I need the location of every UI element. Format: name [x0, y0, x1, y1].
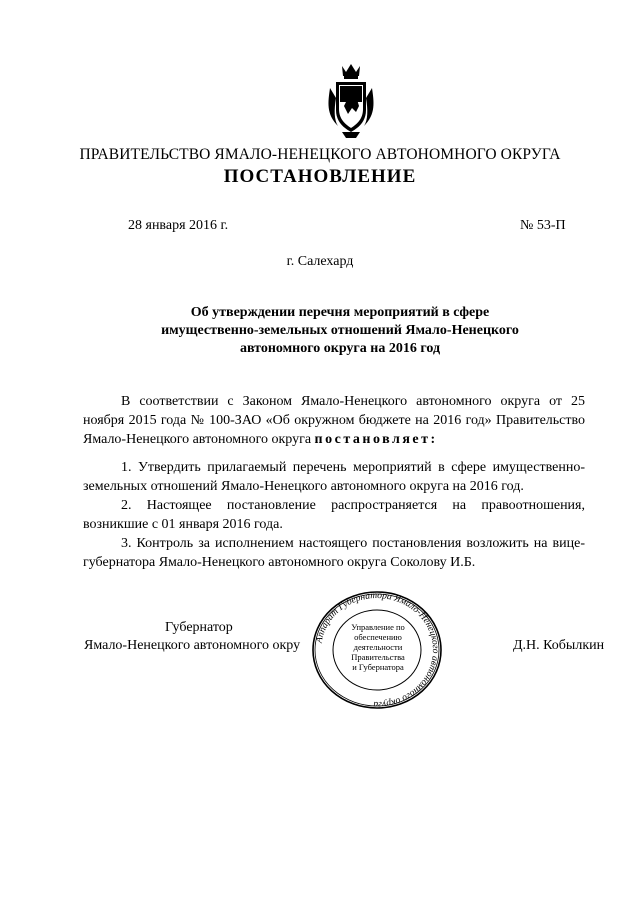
stamp-line: и Губернатора: [352, 662, 404, 672]
stamp-ring-text: Аппарат Губернатора Ямало-Ненецкого автономного округа: [314, 590, 441, 710]
document-type: ПОСТАНОВЛЕНИЕ: [223, 166, 417, 187]
government-title: ПРАВИТЕЛЬСТВО ЯМАЛО-НЕНЕЦКОГО АВТОНОМНОГО ОКРУГА: [79, 146, 561, 163]
coat-of-arms-icon: [322, 62, 380, 140]
stamp-line: деятельности: [353, 642, 403, 652]
resolution-items: [83, 458, 585, 572]
signatory-region: Ямало-Ненецкого автономного окру: [84, 638, 301, 653]
subject-line: автономного округа на 2016 год: [239, 341, 441, 356]
preamble: [83, 392, 585, 449]
stamp-line: обеспечению: [354, 632, 402, 642]
resolution-item: 2. Настоящее постановление распространяется на правоотношения, возникшие с 01 января 2016 года.: [83, 498, 585, 532]
signatory-title: Губернатор: [165, 620, 233, 635]
resolution-item: 3. Контроль за исполнением настоящего постановления возложить на вице-губернатора Ямало-Ненецкого автономного округа Соколову И.Б.: [83, 536, 585, 570]
stamp-line: Управление по: [351, 622, 405, 632]
resolution-item: 1. Утвердить прилагаемый перечень мероприятий в сфере имущественно-земельных отношений Ямало-Ненецкого автономного округа на 2016 год.: [83, 460, 585, 494]
document-subject: [140, 304, 540, 358]
subject-line: имущественно-земельных отношений Ямало-Ненецкого: [161, 323, 519, 338]
document-number: № 53-П: [520, 218, 566, 233]
stamp-inner-text: [340, 622, 416, 672]
resolves-word: постановляет:: [314, 432, 438, 447]
document-city: г. Салехард: [286, 254, 354, 269]
stamp-line: Правительства: [351, 652, 405, 662]
subject-line: Об утверждении перечня мероприятий в сфере: [190, 305, 490, 320]
preamble-text: В соответствии с Законом Ямало-Ненецкого автономного округа от 25 ноября 2015 года № 100-ЗАО «Об окружном бюджете на 2016 год» Правительство Ямало-Ненецкого автономного округа: [83, 394, 585, 447]
signatory-name: Д.Н. Кобылкин: [513, 638, 605, 653]
document-date: 28 января 2016 г.: [128, 218, 229, 233]
